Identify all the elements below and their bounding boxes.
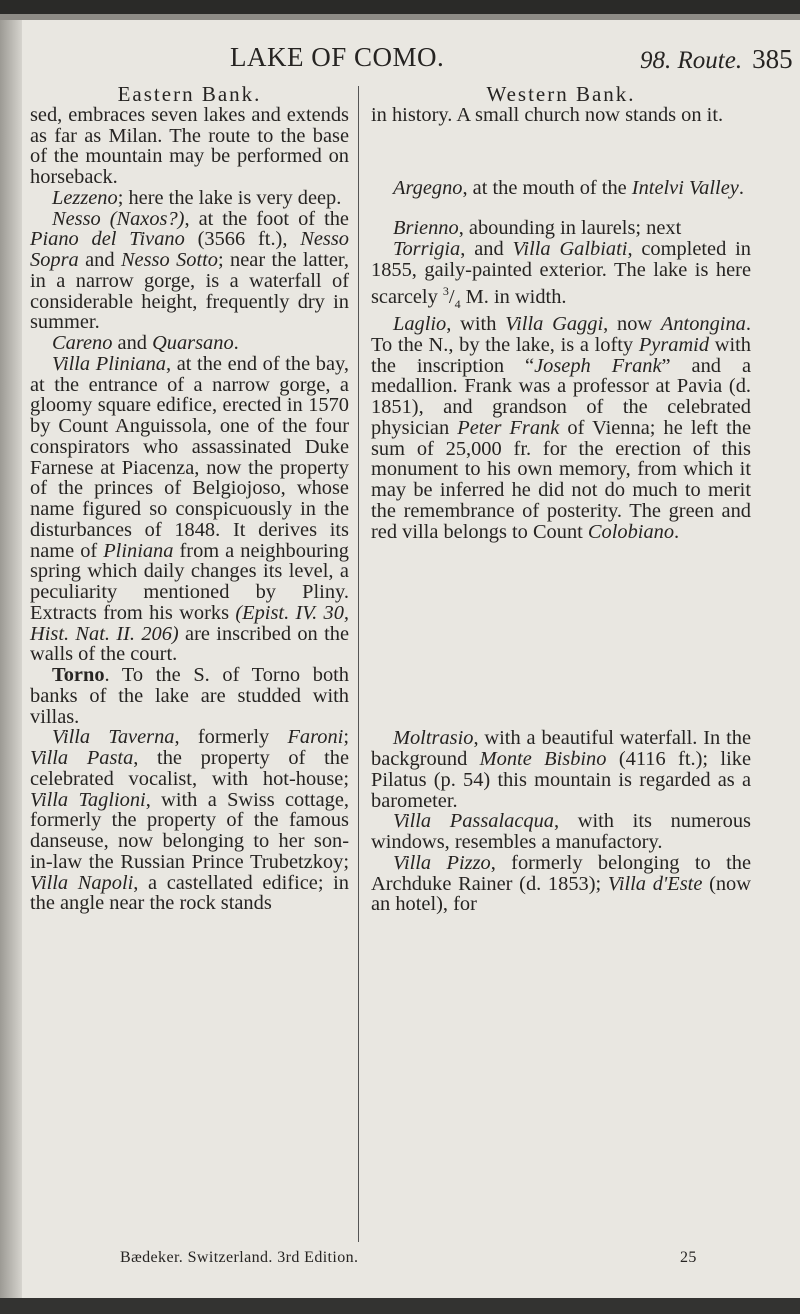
text: , completed in 1855, gaily-painted exterior. The lake is here scarcely — [371, 238, 752, 308]
text: , formerly belonging to the Archduke Rainer (d. 1853); — [371, 851, 751, 895]
paragraph-laglio — [371, 314, 751, 542]
text: , and — [460, 238, 513, 260]
place-laglio: Laglio — [393, 313, 447, 336]
place-lezzeno: Lezzeno — [52, 186, 118, 209]
place-villa-pliniana: Villa Pliniana — [52, 352, 166, 375]
text: , formerly — [174, 726, 288, 749]
paragraph-argegno — [371, 178, 751, 199]
page-footer — [120, 1249, 697, 1267]
text: , now — [603, 313, 661, 336]
place-villa-galbiati: Villa Galbiati — [512, 238, 628, 260]
text: from a neighbouring spring which daily changes its level, a peculiarity mentioned by Pliny. Extracts from his works — [30, 539, 349, 624]
text: , with — [446, 313, 506, 336]
top-border-shadow — [0, 14, 800, 20]
text: . To the S. of Torno both banks of the lake are studded with villas. — [30, 664, 349, 728]
place-careno: Careno — [52, 332, 113, 354]
place-villa-passalacqua: Villa Passalacqua — [393, 810, 554, 833]
western-bank-column — [371, 84, 751, 915]
paragraph-history: in history. A small church now stands on it. — [371, 103, 724, 126]
text: , with its numerous windows, resembles a manufactory. — [371, 810, 751, 854]
eastern-bank-heading: Eastern Bank. — [117, 82, 262, 106]
place-torno: Torno — [52, 664, 105, 686]
text: , at the mouth of the — [462, 176, 632, 199]
text: and — [112, 332, 153, 354]
place-antongina: Antongina — [660, 313, 746, 336]
page-gutter — [0, 20, 22, 1314]
paragraph-intro: sed, embraces seven lakes and extends as far as Milan. The route to the base of the mountain may be performed on horseback. — [30, 103, 349, 188]
paragraph-torrigia: Torrigia, and Villa Galbiati, completed in 1855, gaily-painted exterior. The lake is here scarcely $^3/_4$ M. in width. — [371, 238, 752, 311]
text: of Vienna; he left the sum of 25,000 fr. for the erection of this monument to his own memory, from which it may be inferred he did not do much to merit the remembrance of posterity. The green and red villa belongs to Count — [371, 416, 751, 543]
text: with the inscription “ — [371, 333, 751, 377]
text: are inscribed on the walls of the court. — [30, 622, 349, 666]
text: , at the end of the bay, at the entrance of a narrow gorge, a gloomy square edifice, erected in 1570 by Count Anguissola, one of the four conspirators who assassinated Duke Farnese at Piacenza, now the property of the princes of Belgiojoso, whose name figured so conspicuously in the disturbances of 1848. It derives its name of — [30, 352, 349, 562]
place-argegno: Argegno — [393, 176, 463, 199]
running-header — [0, 38, 800, 78]
place-quarsano: Quarsano — [152, 332, 234, 354]
text: . — [233, 332, 239, 354]
text: , a castellated edifice; in the angle near the rock stands — [30, 871, 349, 915]
text: , at the foot of the — [184, 207, 349, 230]
page-title: LAKE OF COMO. — [230, 42, 445, 72]
paragraph-villa-pizzo — [371, 853, 751, 915]
paragraph-brienno — [371, 218, 751, 239]
inscription-joseph-frank: Joseph Frank — [534, 354, 662, 377]
place-villa-d-este: Villa d'Este — [607, 872, 703, 895]
place-torrigia: Torrigia — [393, 238, 461, 260]
place-villa-taverna: Villa Taverna — [52, 726, 175, 749]
place-piano-del-tivano: Piano del Tivano — [30, 228, 185, 251]
imprint: Bædeker. Switzerland. 3rd Edition. — [120, 1249, 359, 1266]
term-pliniana: Pliniana — [103, 539, 174, 562]
paragraph-torno — [30, 665, 349, 727]
citation: (Epist. IV. 30, Hist. Nat. II. 206) — [30, 601, 349, 645]
text: . — [674, 520, 680, 543]
signature-mark: 25 — [680, 1249, 697, 1266]
paragraph-nesso — [30, 209, 349, 334]
place-nesso-sotto: Nesso Sotto — [120, 249, 218, 271]
text: ” and a medallion. Frank was a professor at Pavia (d. 1851), and grandson of the celebrated physician — [371, 354, 751, 439]
paragraph-lezzeno — [30, 188, 349, 209]
place-villa-gaggi: Villa Gaggi — [505, 313, 604, 336]
place-moltrasio: Moltrasio — [393, 727, 474, 750]
place-villa-napoli: Villa Napoli — [30, 871, 134, 894]
place-monte-bisbino: Monte Bisbino — [479, 748, 607, 771]
fraction-numerator: 3 — [442, 283, 449, 298]
route-label — [640, 44, 793, 75]
text: , the property of the celebrated vocalist, with hot-house; — [30, 747, 349, 790]
text: ; here the lake is very deep. — [117, 186, 342, 209]
place-intelvi-valley: Intelvi Valley — [631, 176, 739, 199]
person-colobiano: Colobiano — [587, 520, 675, 543]
paragraph-villas — [30, 727, 349, 914]
route-text: 98. Route. — [640, 47, 743, 74]
place-faroni: Faroni — [287, 726, 344, 749]
place-villa-taglioni: Villa Taglioni — [30, 788, 146, 811]
western-bank-heading: Western Bank. — [486, 82, 636, 106]
text: and — [78, 249, 121, 271]
text: ; near the latter, in a narrow gorge, is a waterfall of considerable height, frequently dry in summer. — [30, 249, 349, 334]
text: ; — [343, 726, 349, 749]
text: M. in width. — [460, 285, 567, 308]
text: (3566 ft.), — [184, 228, 301, 251]
fraction-denominator: 4 — [454, 296, 461, 311]
text: (4116 ft.); like Pilatus (p. 54) this mountain is regarded as a barometer. — [371, 748, 752, 812]
paragraph-villa-pliniana — [30, 354, 349, 665]
top-border — [0, 0, 800, 14]
page-number: 385 — [752, 44, 793, 74]
text: . — [738, 176, 744, 199]
place-villa-pizzo: Villa Pizzo — [393, 851, 491, 874]
person-peter-frank: Peter Frank — [457, 416, 560, 439]
text: , with a Swiss cottage, formerly the property of the famous danseuse, now belonging to her son-in-law the Russian Prince Trubetzkoy; — [30, 788, 349, 873]
paragraph-careno — [30, 333, 349, 354]
paragraph-villa-passalacqua — [371, 811, 751, 853]
place-villa-pasta: Villa Pasta — [30, 747, 134, 769]
place-brienno: Brienno — [393, 217, 459, 240]
column-divider — [358, 86, 359, 1242]
paragraph-moltrasio — [371, 728, 751, 811]
place-nesso: Nesso (Naxos?) — [52, 207, 185, 230]
eastern-bank-column — [30, 84, 349, 914]
bottom-border — [0, 1298, 800, 1314]
text: (now an hotel), for — [371, 872, 751, 916]
place-nesso-sopra: Nesso Sopra — [30, 228, 349, 271]
text: , abounding in laurels; next — [458, 217, 682, 240]
term-pyramid: Pyramid — [638, 333, 710, 356]
text: . To the N., by the lake, is a lofty — [371, 313, 751, 356]
text: , with a beautiful waterfall. In the background — [371, 727, 751, 771]
